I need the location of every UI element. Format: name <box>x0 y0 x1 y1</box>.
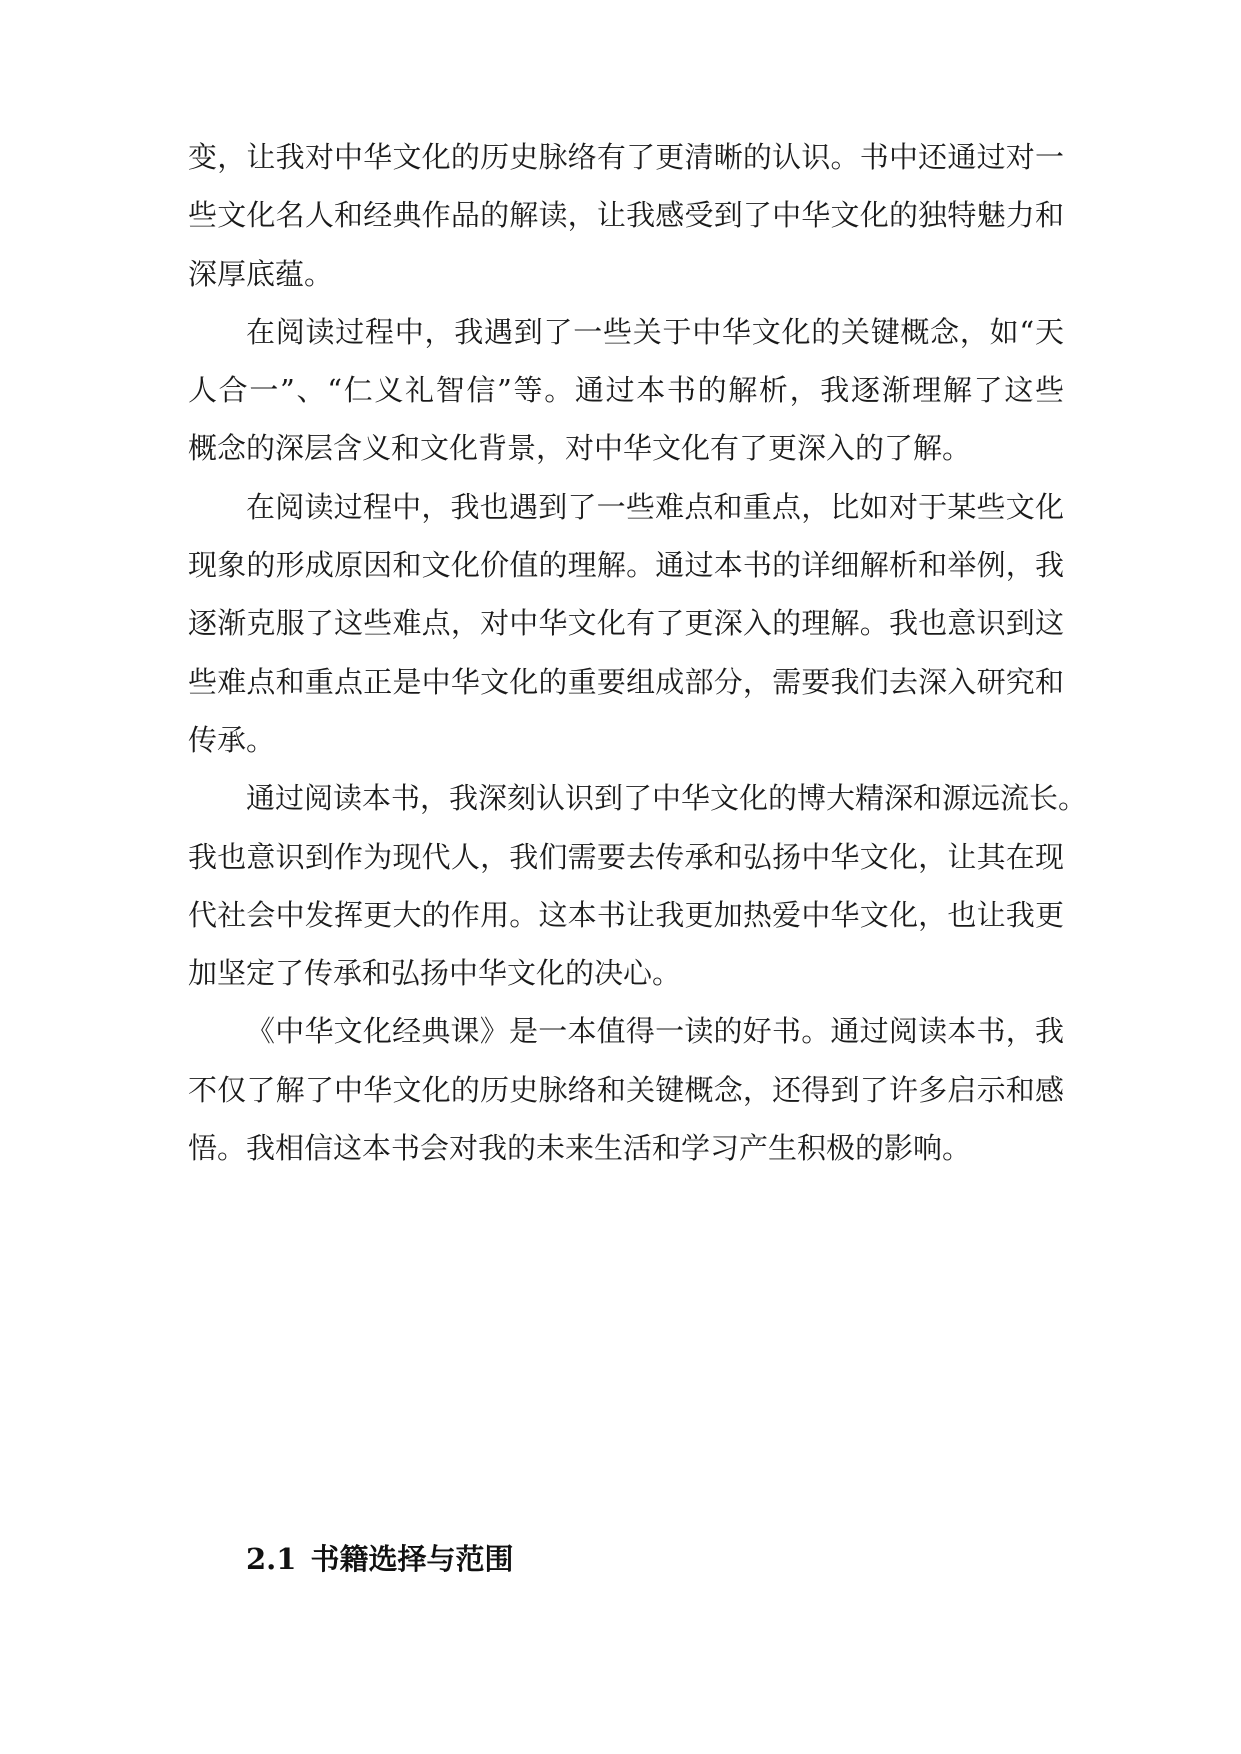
section-title: 书籍选择与范围 <box>310 1542 514 1576</box>
section-number: 2.1 <box>246 1542 297 1576</box>
text-line: 不仅了解了中华文化的历史脉络和关键概念，还得到了许多启示和感 <box>188 1072 1064 1107</box>
text-line: 悟。我相信这本书会对我的未来生活和学习产生积极的影响。 <box>188 1131 972 1166</box>
text-line: 深厚底蕴。 <box>188 256 334 291</box>
text-line: 人合一”、“仁义礼智信”等。通过本书的解析，我逐渐理解了这些 <box>188 373 1064 408</box>
paragraph <box>188 769 1088 1002</box>
text-line: 变，让我对中华文化的历史脉络有了更清晰的认识。书中还通过对一 <box>188 140 1064 174</box>
text-line: 通过阅读本书，我深刻认识到了中华文化的博大精深和源远流长。 <box>246 781 1088 816</box>
text-line: 现象的形成原因和文化价值的理解。通过本书的详细解析和举例，我 <box>188 548 1064 583</box>
paragraph <box>188 128 1064 303</box>
body-text <box>188 128 1088 1177</box>
text-line: 些文化名人和经典作品的解读，让我感受到了中华文化的独特魅力和 <box>188 198 1064 233</box>
paragraph <box>188 478 1064 769</box>
text-line: 代社会中发挥更大的作用。这本书让我更加热爱中华文化，也让我更 <box>188 897 1064 932</box>
text-line: 在阅读过程中，我也遇到了一些难点和重点，比如对于某些文化 <box>246 489 1064 524</box>
text-line: 我也意识到作为现代人，我们需要去传承和弘扬中华文化，让其在现 <box>188 839 1064 874</box>
text-line: 加坚定了传承和弘扬中华文化的决心。 <box>188 956 682 991</box>
text-line: 《中华文化经典课》是一本值得一读的好书。通过阅读本书，我 <box>246 1014 1064 1049</box>
text-line: 概念的深层含义和文化背景，对中华文化有了更深入的了解。 <box>188 431 972 466</box>
text-line: 在阅读过程中，我遇到了一些关于中华文化的关键概念，如“天 <box>246 314 1064 349</box>
text-line: 逐渐克服了这些难点，对中华文化有了更深入的理解。我也意识到这 <box>188 606 1064 641</box>
text-line: 传承。 <box>188 722 276 757</box>
paragraph <box>188 303 1064 478</box>
section-heading <box>246 1537 513 1578</box>
text-line: 些难点和重点正是中华文化的重要组成部分，需要我们去深入研究和 <box>188 664 1064 699</box>
paragraph <box>188 1002 1064 1177</box>
